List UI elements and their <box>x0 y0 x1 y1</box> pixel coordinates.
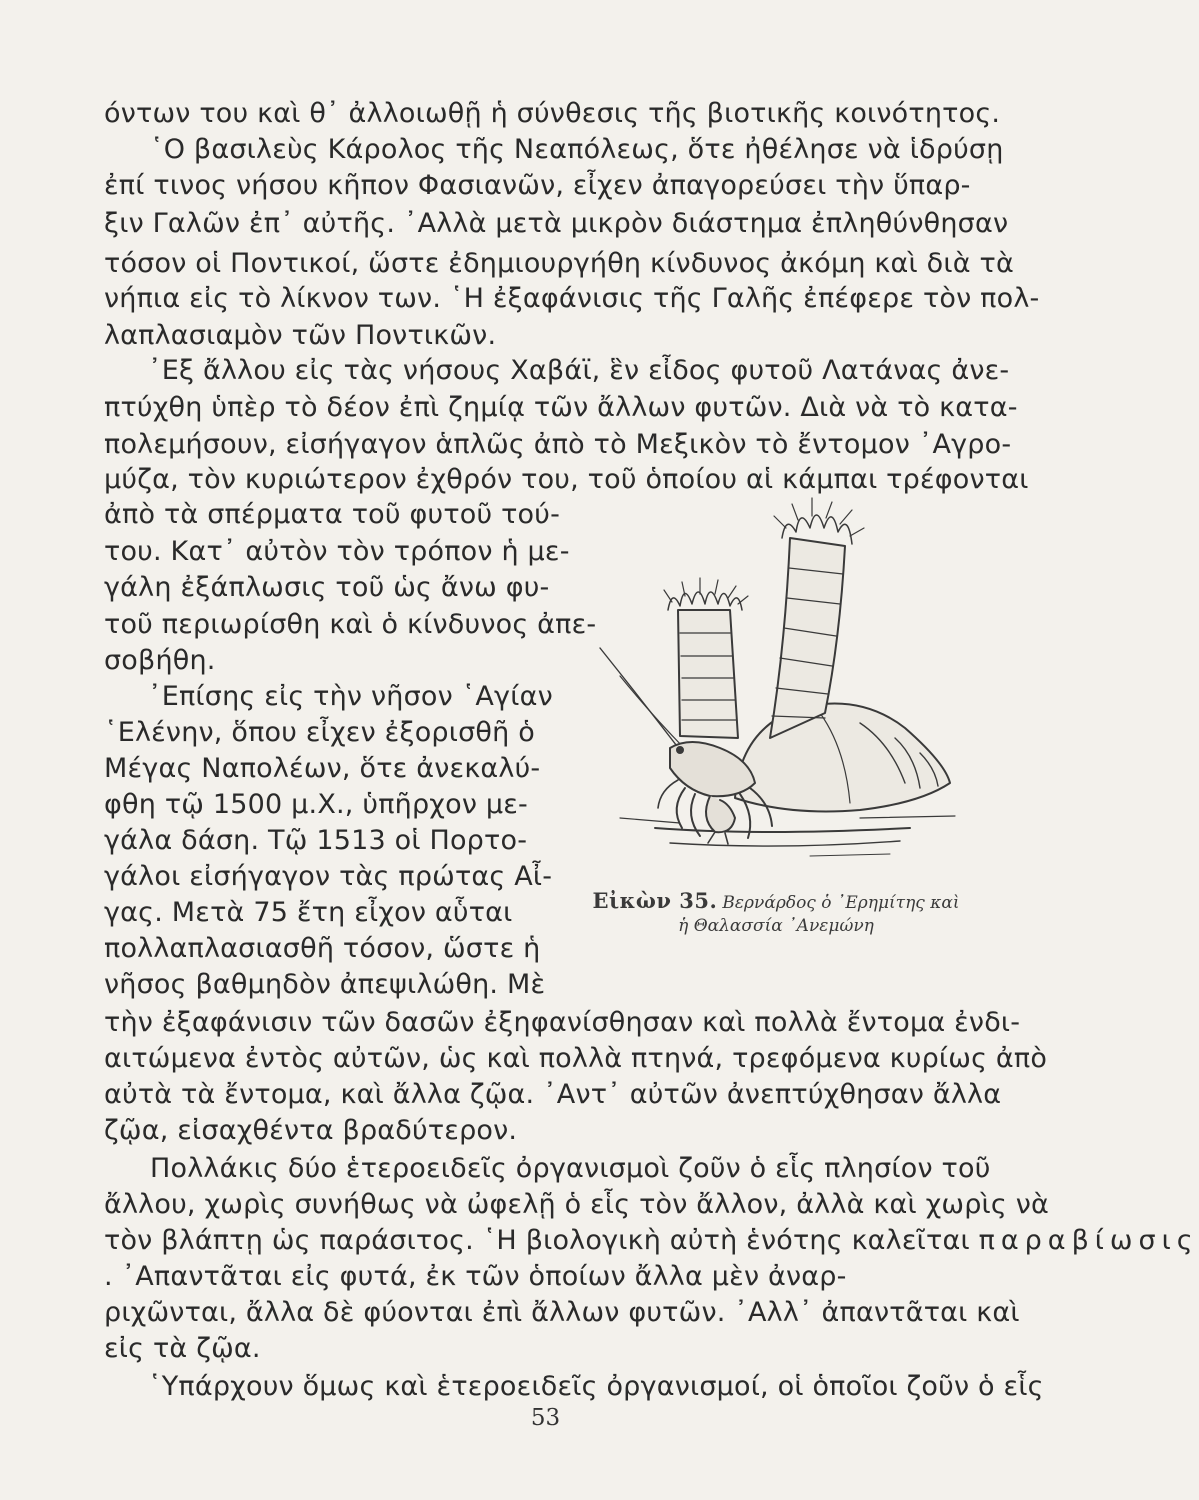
text-line: γάλη ἐξάπλωσις τοῦ ὡς ἄνω φυ- <box>104 572 550 603</box>
text-line: ῾Υπάρχουν ὅμως καὶ ἑτεροειδεῖς ὀργανισμοί, οἱ ὁποῖοι ζοῦν ὁ εἷς <box>148 1371 1044 1402</box>
text-line: μύζα, τὸν κυριώτερον ἐχθρόν του, τοῦ ὁποίου αἱ κάμπαι τρέφονται <box>104 464 1029 495</box>
text-line: ἄλλου, χωρὶς συνήθως νὰ ὠφελῇ ὁ εἷς τὸν ἄλλον, ἀλλὰ καὶ χωρὶς νὰ <box>104 1189 1049 1220</box>
text-line: λαπλασιαμὸν τῶν Ποντικῶν. <box>104 320 497 351</box>
figure-caption-line2: ἡ Θαλασσία ᾽Ανεμώνη <box>678 916 874 936</box>
text-line: αιτώμενα ἐντὸς αὐτῶν, ὡς καὶ πολλὰ πτηνά, τρεφόμενα κυρίως ἀπὸ <box>104 1043 1048 1074</box>
figure-caption-second <box>566 916 986 936</box>
figure-caption-line1: Βερνάρδος ὁ ᾽Ερημίτης καὶ <box>722 893 960 913</box>
text-line: ᾽Επίσης εἰς τὴν νῆσον ῾Αγίαν <box>148 681 553 712</box>
text-line: εἰς τὰ ζῷα. <box>104 1333 261 1364</box>
text-line: ξιν Γαλῶν ἐπ᾽ αὐτῆς. ᾽Αλλὰ μετὰ μικρὸν διάστημα ἐπληθύνθησαν <box>104 208 1009 239</box>
text-line <box>104 1223 1199 1259</box>
text-line: τὴν ἐξαφάνισιν τῶν δασῶν ἐξηφανίσθησαν καὶ πολλὰ ἔντομα ἐνδι- <box>104 1007 1021 1038</box>
text-line: γας. Μετὰ 75 ἔτη εἶχον αὗται <box>104 897 513 928</box>
text-line: νήπια εἰς τὸ λίκνον των. ῾Η ἐξαφάνισις τῆς Γαλῆς ἐπέφερε τὸν πολ- <box>104 283 1040 314</box>
text-line: ῾Ο βασιλεὺς Κάρολος τῆς Νεαπόλεως, ὅτε ἠθέλησε νὰ ἱδρύσῃ <box>150 134 1004 165</box>
text-line: γάλοι εἰσήγαγον τὰς πρώτας Αἶ- <box>104 861 553 892</box>
text-line: . ᾽Απαντᾶται εἰς φυτά, ἐκ τῶν ὁποίων ἄλλα μὲν ἀναρ- <box>104 1261 847 1292</box>
text-line: ἀπὸ τὰ σπέρματα τοῦ φυτοῦ τού- <box>104 499 561 530</box>
text-line: νῆσος βαθμηδὸν ἀπεψιλώθη. Μὲ <box>104 969 546 1000</box>
text-line: τόσον οἱ Ποντικοί, ὥστε ἐδημιουργήθη κίνδυνος ἀκόμη καὶ διὰ τὰ <box>104 248 1014 279</box>
text-line: σοβήθη. <box>104 645 216 676</box>
hermit-crab-illustration <box>560 498 980 878</box>
text-line: Μέγας Ναπολέων, ὅτε ἀνεκαλύ- <box>104 753 541 784</box>
text-line: ᾽Εξ ἄλλου εἰς τὰς νήσους Χαβάϊ, ἓν εἶδος φυτοῦ Λατάνας ἀνε- <box>148 355 1010 386</box>
text-line: πτύχθη ὑπὲρ τὸ δέον ἐπὶ ζημίᾳ τῶν ἄλλων φυτῶν. Διὰ νὰ τὸ κατα- <box>104 392 1018 423</box>
spaced-term: παραβίωσις <box>978 1225 1199 1256</box>
text-line: όντων του καὶ θ᾽ ἀλλοιωθῇ ἡ σύνθεσις τῆς βιοτικῆς κοινότητος. <box>104 98 1001 129</box>
text-line: του. Κατ᾽ αὐτὸν τὸν τρόπον ἡ με- <box>104 536 570 567</box>
text-line: φθη τῷ 1500 μ.Χ., ὑπῆρχον με- <box>104 789 528 820</box>
text-line: ριχῶνται, ἄλλα δὲ φύονται ἐπὶ ἄλλων φυτῶν. ᾽Αλλ᾽ ἀπαντᾶται καὶ <box>104 1297 1020 1328</box>
figure-caption <box>566 888 986 913</box>
text-line: γάλα δάση. Τῷ 1513 οἱ Πορτο- <box>104 825 528 856</box>
page-number: 53 <box>530 1405 561 1431</box>
text-line: πολεμήσουν, εἰσήγαγον ἁπλῶς ἀπὸ τὸ Μεξικὸν τὸ ἔντομον ᾽Αγρο- <box>104 429 1012 460</box>
text-line: αὐτὰ τὰ ἔντομα, καὶ ἄλλα ζῷα. ᾽Αντ᾽ αὐτῶν ἀνεπτύχθησαν ἄλλα <box>104 1079 1002 1110</box>
text-line: ῾Ελένην, ὅπου εἶχεν ἐξορισθῆ ὁ <box>104 717 535 748</box>
text-line: πολλαπλασιασθῆ τόσον, ὥστε ἡ <box>104 933 541 964</box>
figure-number: Εἰκὼν 35. <box>592 888 718 913</box>
text-segment: τὸν βλάπτῃ ὡς παράσιτος. ῾Η βιολογικὴ αὐτὴ ἑνότης καλεῖται <box>104 1225 970 1256</box>
text-line: Πολλάκις δύο ἑτεροειδεῖς ὀργανισμοὶ ζοῦν ὁ εἷς πλησίον τοῦ <box>150 1153 991 1184</box>
text-line: ζῷα, εἰσαχθέντα βραδύτερον. <box>104 1115 518 1146</box>
text-line: ἐπί τινος νήσου κῆπον Φασιανῶν, εἶχεν ἀπαγορεύσει τὴν ὕπαρ- <box>104 170 971 201</box>
text-line: τοῦ περιωρίσθη καὶ ὁ κίνδυνος ἀπε- <box>104 609 597 640</box>
